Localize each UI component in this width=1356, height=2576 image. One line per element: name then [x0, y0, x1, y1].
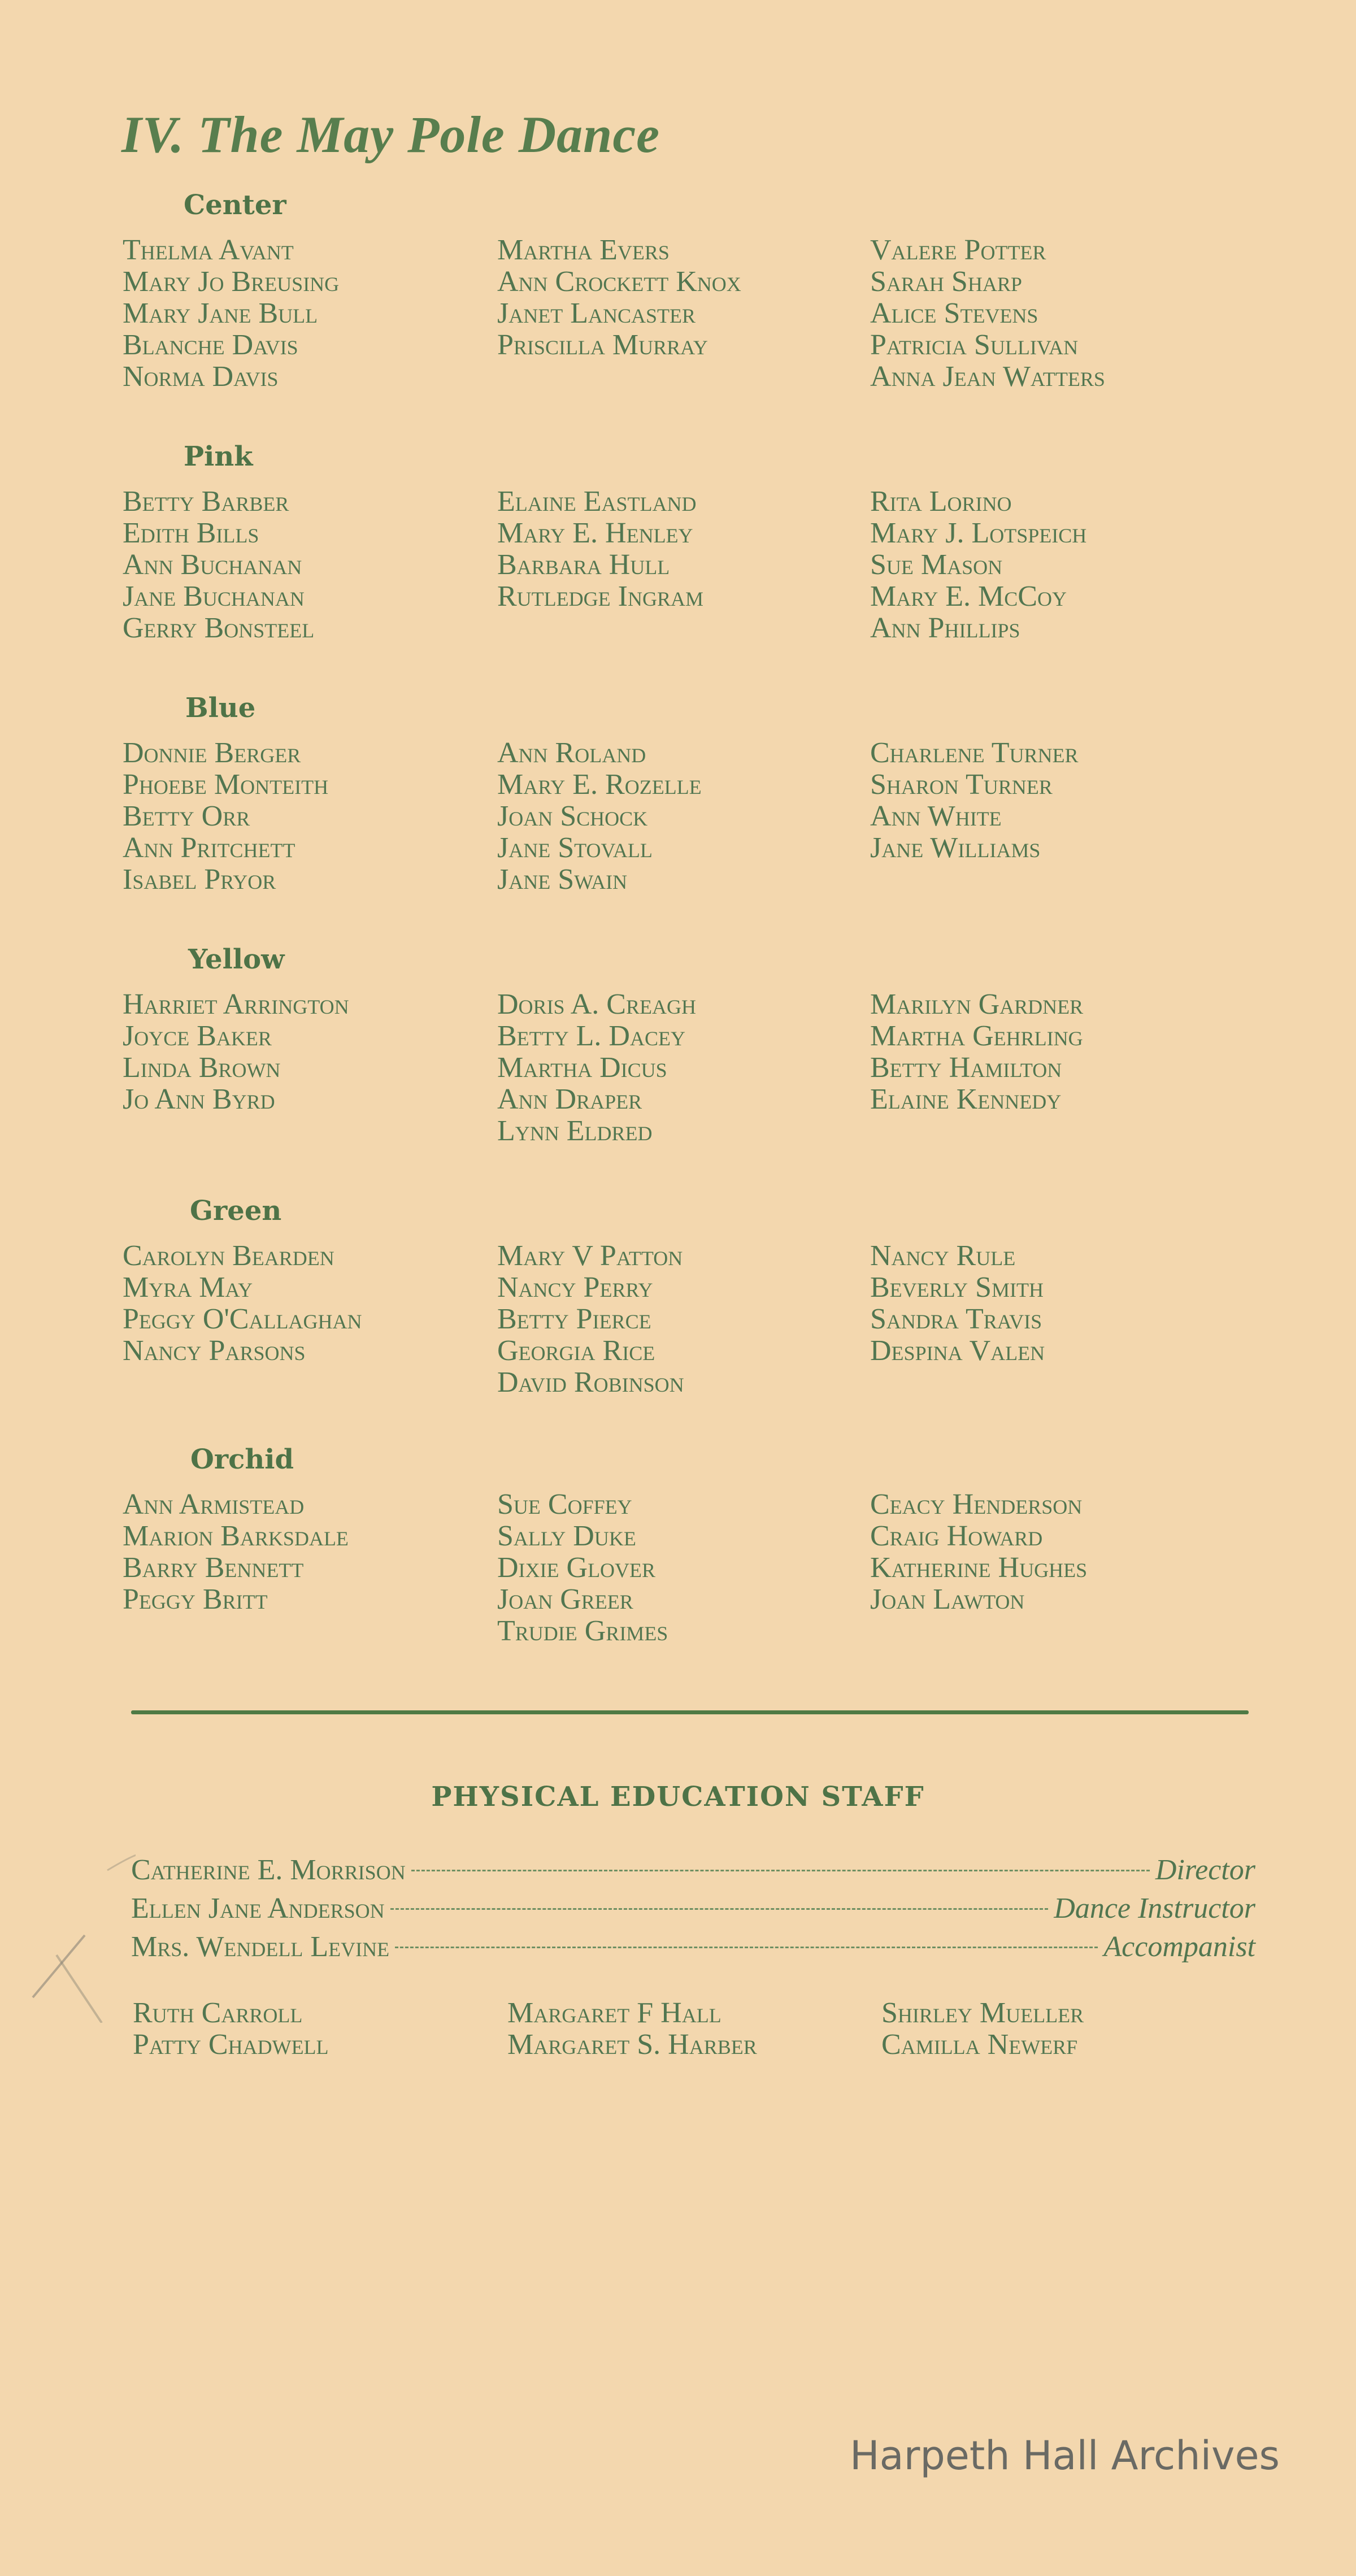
dancer-name: Carolyn Bearden	[123, 1240, 334, 1272]
staff-name: Ellen Jane Anderson	[131, 1892, 385, 1925]
staff-assistants-col-3	[881, 1997, 1084, 2061]
dancer-name: Peggy O'Callaghan	[123, 1303, 362, 1335]
group-label: Pink	[184, 441, 253, 472]
staff-name: Mrs. Wendell Levine	[131, 1931, 390, 1963]
dancer-name: Sharon Turner	[870, 768, 1053, 801]
assistant-name: Ruth Carroll	[133, 1997, 303, 2029]
name-column	[123, 234, 339, 393]
staff-role: Director	[1155, 1854, 1255, 1886]
page-title: IV. The May Pole Dance	[121, 106, 660, 163]
dancer-name: Jane Williams	[870, 832, 1041, 864]
dancer-name: Sue Mason	[870, 549, 1003, 581]
dancer-name: Mary Jo Breusing	[123, 266, 340, 298]
dancer-name: Nancy Parsons	[123, 1335, 306, 1367]
dancer-name: Nancy Perry	[497, 1271, 653, 1304]
dancer-name: Katherine Hughes	[870, 1552, 1088, 1584]
dancer-name: Jane Buchanan	[123, 580, 305, 612]
pencil-check-mark	[23, 1836, 136, 2023]
staff-role: Accompanist	[1103, 1931, 1255, 1963]
dancer-name: Mary E. Rozelle	[497, 768, 702, 801]
dancer-name: Betty Orr	[123, 800, 250, 832]
dancer-name: Sarah Sharp	[870, 266, 1022, 298]
group-label: Orchid	[190, 1444, 294, 1475]
dancer-name: Mary Jane Bull	[123, 297, 318, 329]
group-label: Green	[190, 1195, 282, 1227]
dotted-leader	[390, 1908, 1049, 1910]
name-column	[497, 737, 702, 896]
dancer-name: Martha Dicus	[497, 1052, 667, 1084]
dotted-leader	[411, 1870, 1150, 1871]
dancer-name: Phoebe Monteith	[123, 768, 329, 801]
dancer-name: Martha Evers	[497, 234, 670, 266]
group-label: Blue	[185, 692, 256, 724]
dancer-name: Ceacy Henderson	[870, 1488, 1083, 1521]
dancer-name: Barbara Hull	[497, 549, 670, 581]
dancer-name: Beverly Smith	[870, 1271, 1044, 1304]
dancer-name: Georgia Rice	[497, 1335, 655, 1367]
name-column	[870, 1489, 1087, 1615]
dancer-name: Ann Crockett Knox	[497, 266, 741, 298]
dancer-name: David Robinson	[497, 1366, 684, 1398]
dancer-name: Ann Armistead	[123, 1488, 305, 1521]
dancer-name: Peggy Britt	[123, 1583, 268, 1615]
staff-role: Dance Instructor	[1054, 1892, 1255, 1925]
name-column	[497, 1240, 684, 1398]
dancer-name: Rutledge Ingram	[497, 580, 703, 612]
name-column	[123, 1489, 349, 1615]
name-column	[870, 234, 1105, 393]
assistant-name: Shirley Mueller	[881, 1997, 1084, 2029]
dancer-name: Ann White	[870, 800, 1002, 832]
name-column	[870, 737, 1079, 864]
dancer-name: Thelma Avant	[123, 234, 294, 266]
dancer-name: Sally Duke	[497, 1520, 636, 1552]
dancer-name: Martha Gehrling	[870, 1020, 1083, 1052]
dancer-name: Priscilla Murray	[497, 329, 708, 361]
dancer-name: Craig Howard	[870, 1520, 1043, 1552]
dancer-name: Jo Ann Byrd	[123, 1083, 275, 1115]
name-column	[870, 989, 1083, 1115]
name-column	[497, 486, 703, 612]
dancer-name: Patricia Sullivan	[870, 329, 1079, 361]
name-column	[123, 989, 349, 1115]
dancer-name: Harriet Arrington	[123, 988, 349, 1020]
dancer-name: Mary J. Lotspeich	[870, 517, 1087, 549]
dancer-name: Ann Phillips	[870, 612, 1020, 644]
archive-watermark: Harpeth Hall Archives	[850, 2432, 1280, 2479]
dancer-name: Mary E. McCoy	[870, 580, 1067, 612]
dancer-name: Donnie Berger	[123, 737, 301, 769]
assistant-name: Camilla Newerf	[881, 2028, 1078, 2061]
dancer-name: Janet Lancaster	[497, 297, 696, 329]
name-column	[497, 234, 741, 361]
staff-assistants-col-1	[133, 1997, 329, 2061]
dancer-name: Betty Pierce	[497, 1303, 651, 1335]
dancer-name: Joan Lawton	[870, 1583, 1025, 1615]
staff-row-director	[131, 1853, 1255, 1887]
dancer-name: Isabel Pryor	[123, 863, 276, 896]
dancer-name: Anna Jean Watters	[870, 360, 1105, 393]
dancer-name: Edith Bills	[123, 517, 259, 549]
dancer-name: Jane Stovall	[497, 832, 653, 864]
dancer-name: Valere Potter	[870, 234, 1046, 266]
dancer-name: Jane Swain	[497, 863, 628, 896]
staff-row-accompanist	[131, 1930, 1255, 1964]
dancer-name: Myra May	[123, 1271, 253, 1304]
dancer-name: Barry Bennett	[123, 1552, 304, 1584]
dancer-name: Joan Greer	[497, 1583, 633, 1615]
dancer-name: Betty L. Dacey	[497, 1020, 685, 1052]
dancer-name: Joan Schock	[497, 800, 648, 832]
dancer-name: Ann Roland	[497, 737, 646, 769]
dancer-name: Elaine Kennedy	[870, 1083, 1062, 1115]
name-column	[870, 1240, 1045, 1367]
dancer-name: Linda Brown	[123, 1052, 281, 1084]
assistant-name: Margaret F Hall	[507, 1997, 722, 2029]
name-column	[123, 1240, 362, 1367]
dancer-name: Alice Stevens	[870, 297, 1038, 329]
group-label: Center	[184, 189, 286, 221]
dancer-name: Doris A. Creagh	[497, 988, 696, 1020]
dotted-leader	[395, 1947, 1098, 1948]
dancer-name: Despina Valen	[870, 1335, 1045, 1367]
dancer-name: Dixie Glover	[497, 1552, 656, 1584]
dancer-name: Mary E. Henley	[497, 517, 693, 549]
dancer-name: Lynn Eldred	[497, 1115, 653, 1147]
dancer-name: Ann Draper	[497, 1083, 642, 1115]
dancer-name: Sandra Travis	[870, 1303, 1042, 1335]
name-column	[123, 486, 314, 644]
staff-row-dance-instructor	[131, 1892, 1255, 1926]
group-label: Yellow	[188, 944, 285, 975]
dancer-name: Rita Lorino	[870, 485, 1012, 518]
dancer-name: Blanche Davis	[123, 329, 298, 361]
dancer-name: Marilyn Gardner	[870, 988, 1084, 1020]
dancer-name: Betty Barber	[123, 485, 289, 518]
dancer-name: Elaine Eastland	[497, 485, 697, 518]
staff-assistants-col-2	[507, 1997, 757, 2061]
dancer-name: Gerry Bonsteel	[123, 612, 315, 644]
section-divider	[131, 1710, 1249, 1714]
dancer-name: Charlene Turner	[870, 737, 1079, 769]
dancer-name: Trudie Grimes	[497, 1615, 668, 1647]
dancer-name: Marion Barksdale	[123, 1520, 349, 1552]
assistant-name: Margaret S. Harber	[507, 2028, 757, 2061]
assistant-name: Patty Chadwell	[133, 2028, 329, 2061]
dancer-name: Sue Coffey	[497, 1488, 632, 1521]
dancer-name: Joyce Baker	[123, 1020, 272, 1052]
dancer-name: Nancy Rule	[870, 1240, 1016, 1272]
dancer-name: Ann Pritchett	[123, 832, 295, 864]
staff-name: Catherine E. Morrison	[131, 1854, 406, 1886]
name-column	[497, 989, 696, 1147]
dancer-name: Ann Buchanan	[123, 549, 302, 581]
name-column	[497, 1489, 668, 1647]
dancer-name: Mary V Patton	[497, 1240, 683, 1272]
dancer-name: Norma Davis	[123, 360, 279, 393]
name-column	[870, 486, 1086, 644]
name-column	[123, 737, 328, 896]
dancer-name: Betty Hamilton	[870, 1052, 1062, 1084]
staff-heading: PHYSICAL EDUCATION STAFF	[431, 1781, 925, 1813]
